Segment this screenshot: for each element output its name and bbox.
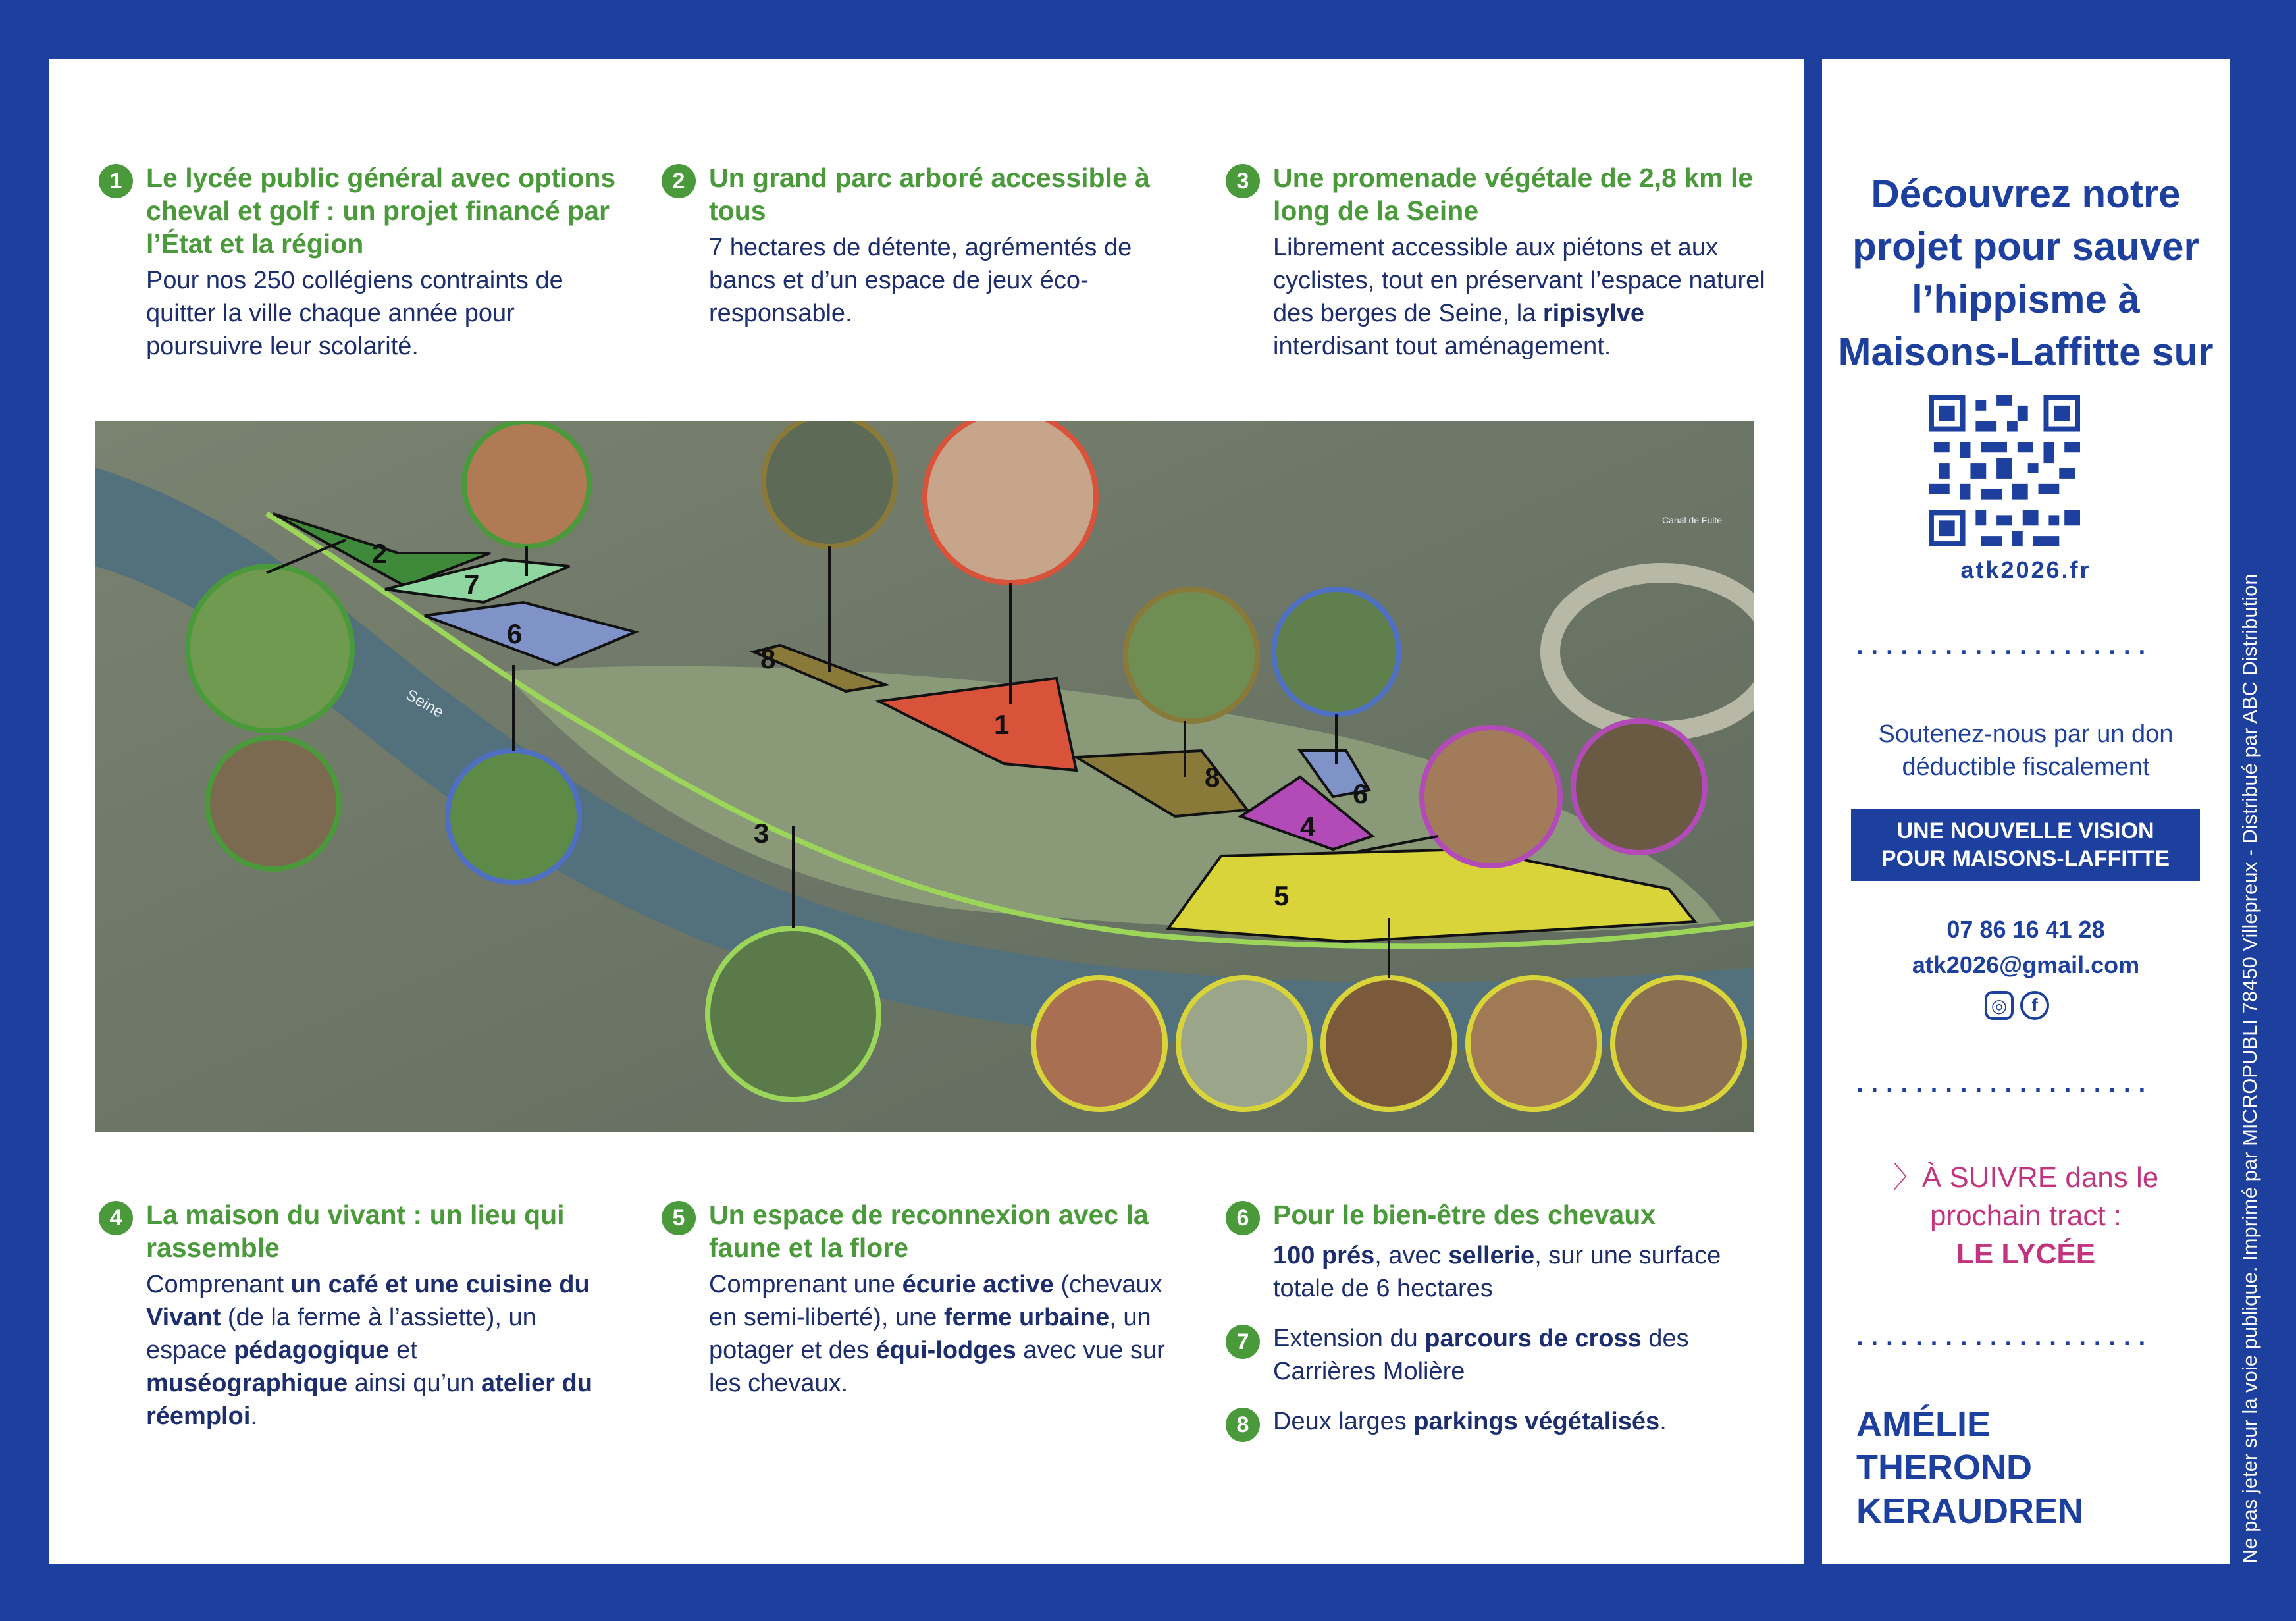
section-title: Un espace de reconnexion avec la faune et la flore xyxy=(709,1200,1149,1263)
section-body: Comprenant une écurie active (chevaux en semi-liberté), une ferme urbaine, un potager et des équi-lodges avec vue sur les chevaux. xyxy=(709,1271,1165,1397)
zone-label: 3 xyxy=(754,818,770,849)
section-body: Pour nos 250 collégiens contraints de quitter la ville chaque année pour poursuivre leur scolarité. xyxy=(146,267,563,360)
social-links xyxy=(1985,991,2049,1020)
contact-block xyxy=(1837,912,2215,983)
donation-text: Soutenez-nous par un don déductible fiscalement xyxy=(1878,720,2174,781)
dotted-divider: .................... xyxy=(1856,1070,2154,1098)
photo-circle-park-bench xyxy=(188,566,352,731)
zone-label: 7 xyxy=(464,569,480,600)
photo-circle-tree-lane xyxy=(448,751,579,882)
zone-label: 1 xyxy=(994,709,1010,740)
number-badge: 2 xyxy=(662,164,696,198)
canal-label: Canal de Fuite xyxy=(1662,515,1723,525)
number-badge: 1 xyxy=(99,164,133,198)
website-link[interactable]: atk2026.fr xyxy=(1960,556,2091,583)
qr-code-icon[interactable] xyxy=(1929,395,2080,546)
photo-circle-paddock xyxy=(1274,589,1399,714)
facebook-icon[interactable]: f xyxy=(2020,991,2049,1020)
next-tract-notice xyxy=(1843,1159,2208,1273)
number-badge: 6 xyxy=(1226,1201,1260,1235)
section-1 xyxy=(99,161,619,363)
section-body: 7 hectares de détente, agrémentés de bancs et d’un espace de jeux éco-responsable. xyxy=(709,234,1132,327)
photo-circle-parking-green xyxy=(1126,589,1257,721)
number-badge: 4 xyxy=(99,1201,133,1235)
zone-label: 8 xyxy=(1205,762,1220,793)
section-6-7-8 xyxy=(1226,1198,1765,1442)
photo-circle-cafe xyxy=(1573,721,1705,853)
photo-circle-urban-farm xyxy=(1033,978,1165,1109)
candidate-name xyxy=(1856,1402,2083,1533)
photo-circle-maison-vivant xyxy=(1422,728,1560,866)
vision-line: UNE NOUVELLE VISION xyxy=(1896,818,2154,843)
section-4 xyxy=(99,1198,619,1433)
map-illustration xyxy=(95,421,1754,1132)
email-address[interactable]: atk2026@gmail.com xyxy=(1912,951,2140,978)
zone-label: 4 xyxy=(1300,811,1316,842)
photo-circle-playground xyxy=(207,737,339,869)
photo-circle-lycee xyxy=(925,421,1096,583)
photo-circle-horse xyxy=(1613,978,1744,1109)
section-2 xyxy=(662,161,1182,330)
photo-circle-riverbank xyxy=(708,928,879,1100)
zone-label: 6 xyxy=(1353,778,1369,809)
photo-circle-greenhouse xyxy=(1178,978,1310,1109)
site-map xyxy=(95,421,1754,1132)
number-badge: 8 xyxy=(1226,1408,1260,1442)
sub-item-8 xyxy=(1226,1405,1765,1442)
cta-title: Découvrez notre projet pour sauver l’hippisme à Maisons-Laffitte sur xyxy=(1838,172,2214,374)
dotted-divider: .................... xyxy=(1856,1323,2154,1351)
river-label: Seine xyxy=(403,685,447,722)
section-title: Une promenade végétale de 2,8 km le long de la Seine xyxy=(1273,163,1754,226)
zone-label: 6 xyxy=(507,618,523,649)
photo-circle-parking xyxy=(764,421,895,546)
vision-line: POUR MAISONS-LAFFITTE xyxy=(1881,846,2170,871)
legal-mention: Ne pas jeter sur la voie publique. Imprimé par MICROPUBLI 78450 Villepreux - Distribué par ABC Distribution xyxy=(2238,573,2261,1564)
candidate-name-line: AMÉLIE xyxy=(1856,1404,1991,1444)
section-body: 100 prés, avec sellerie, sur une surface totale de 6 hectares xyxy=(1273,1242,1721,1302)
number-badge: 7 xyxy=(1226,1325,1260,1359)
next-tract-topic: LE LYCÉE xyxy=(1956,1238,2096,1270)
phone-number[interactable]: 07 86 16 41 28 xyxy=(1946,916,2105,943)
instagram-icon[interactable]: ◎ xyxy=(1985,991,2014,1020)
section-body: Librement accessible aux piétons et aux cyclistes, tout en préservant l’espace naturel des berges de Seine, la ripisylve interdisant tout aménagement. xyxy=(1273,234,1765,360)
candidate-name-line: THEROND xyxy=(1856,1448,2032,1487)
number-badge: 3 xyxy=(1226,164,1260,198)
candidate-name-line: KERAUDREN xyxy=(1856,1491,2084,1531)
section-body: Extension du parcours de cross des Carrières Molière xyxy=(1273,1325,1689,1385)
dotted-divider: .................... xyxy=(1856,632,2154,660)
section-5 xyxy=(662,1198,1182,1400)
zone-label: 2 xyxy=(372,538,388,569)
number-badge: 5 xyxy=(662,1201,696,1235)
section-title: Un grand parc arboré accessible à tous xyxy=(709,163,1150,226)
photo-circle-lodge xyxy=(1468,978,1600,1109)
zone-label: 8 xyxy=(760,643,776,674)
photo-circle-cross-country xyxy=(464,421,589,546)
next-tract-lead: 〉À SUIVRE dans le prochain tract : xyxy=(1892,1161,2159,1232)
section-3 xyxy=(1226,161,1765,363)
section-title: Pour le bien-être des chevaux xyxy=(1273,1200,1656,1230)
section-body: Comprenant un café et une cuisine du Vivant (de la ferme à l’assiette), un espace pédagogique et muséographique ainsi qu’un atelier du réemploi. xyxy=(146,1271,592,1430)
section-title: Le lycée public général avec options cheval et golf : un projet financé par l’État et la région xyxy=(146,163,616,259)
section-body: Deux larges parkings végétalisés. xyxy=(1273,1408,1667,1435)
sub-item-7 xyxy=(1226,1322,1765,1388)
zone-label: 5 xyxy=(1274,880,1290,911)
section-title: La maison du vivant : un lieu qui rassemble xyxy=(146,1200,565,1263)
vision-banner xyxy=(1851,809,2200,881)
photo-circle-stable xyxy=(1323,978,1455,1109)
